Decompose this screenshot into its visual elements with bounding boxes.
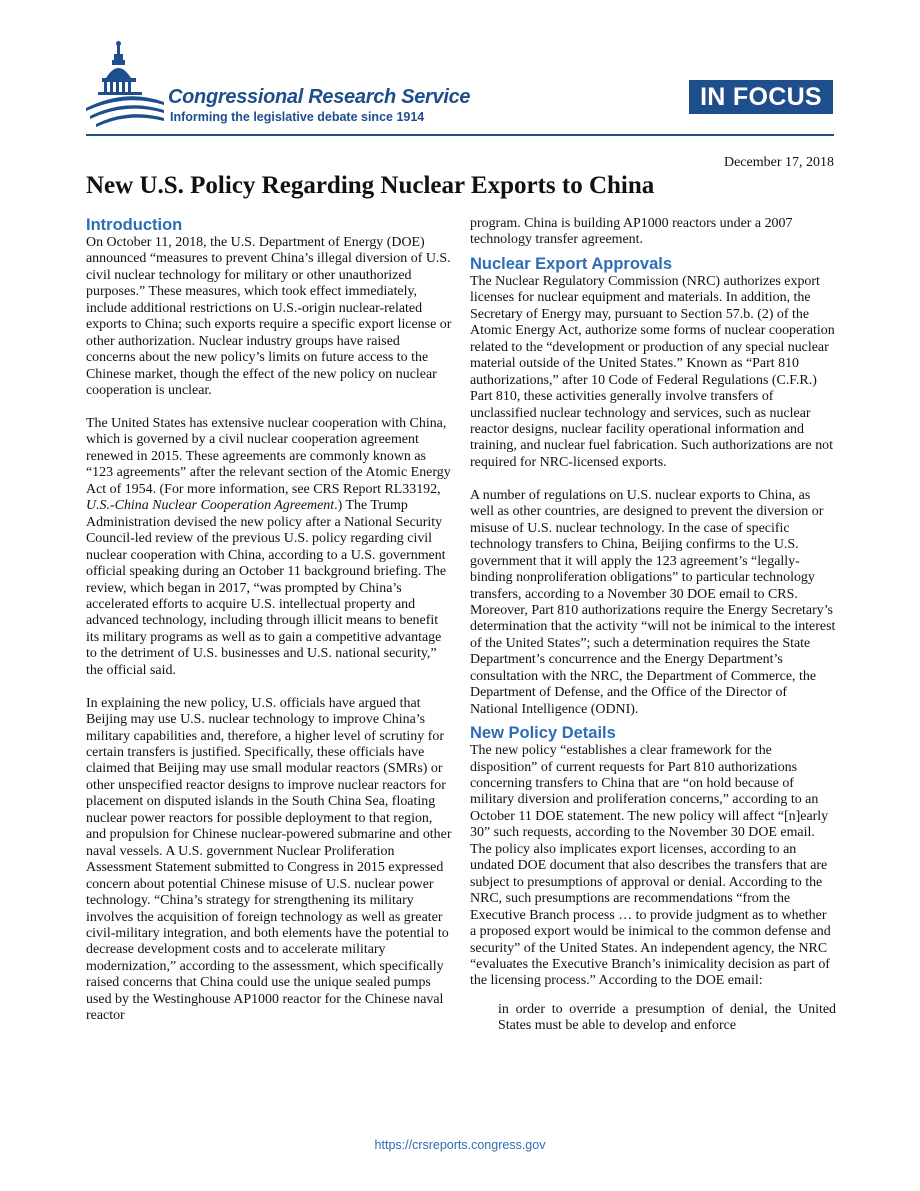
right-column <box>470 216 836 1035</box>
intro-paragraph-2-text-a: The United States has extensive nuclear cooperation with China, which is governed by a civil nuclear cooperation agreement renewed in 2015. These agreements are commonly known as “123 agreements” after the relevant section of the Atomic Energy Act of 1954. (For more information, see CRS Report RL33192, <box>86 415 451 497</box>
details-paragraph: The new policy “establishes a clear framework for the disposition” of current requests for Part 810 authorizations concerning transfers to China that are “on hold because of military diversion and proliferation concerns,” according to an October 11 DOE statement. The new policy will affect “[n]early 30” such requests, according to the November 30 DOE email. The policy also implicates export licenses, according to an undated DOE document that also describes the transfers that are subject to presumptions of approval or denial. According to the NRC, such presumptions are recommendations “from the Executive Branch process … to provide judgment as to whether a proposed export would be inimical to the common defense and security” of the United States. An independent agency, the NRC “evaluates the Executive Branch’s inimicality decision as part of the licensing process.” According to the DOE email: <box>470 743 831 989</box>
footer-url[interactable]: https://crsreports.congress.gov <box>374 1138 546 1152</box>
publication-date: December 17, 2018 <box>723 155 834 170</box>
intro-paragraph-2 <box>86 416 452 679</box>
left-column <box>86 216 452 1025</box>
intro-paragraph-1: On October 11, 2018, the U.S. Department of Energy (DOE) announced “measures to prevent China’s illegal diversion of U.S. civil nuclear technology for military or other unauthorized purposes.” These measures, which took effect immediately, include additional restrictions on U.S.-origin nuclear-related exports to China; such exports require a specific export license or other authorization. Nuclear industry groups have raised concerns about the new policy’s limits on future access to the Chinese market, though the effect of the new policy on nuclear cooperation is unclear. <box>86 235 452 399</box>
header-divider <box>86 134 834 136</box>
approvals-paragraph-2: A number of regulations on U.S. nuclear exports to China, as well as other countries, are designed to prevent the diversion or misuse of U.S. nuclear technology. In the case of specific technology transfers to China, Beijing confirms to the U.S. government that it will apply the 123 agreement’s “legally-binding nonproliferation obligations” to particular technology transfers, according to a November 30 DOE email to CRS. Moreover, Part 810 authorizations require the Energy Secretary’s determination that the activity “will not be inimical to the interest of the United States”; such a determination requires the State Department’s concurrence and the Energy Department’s consultation with the NRC, the Department of Commerce, the Department of Defense, and the Office of the Director of National Intelligence (ODNI). <box>470 487 836 717</box>
org-tagline: Informing the legislative debate since 1914 <box>170 110 425 124</box>
introduction-heading: Introduction <box>86 216 183 234</box>
nuclear-export-approvals-heading: Nuclear Export Approvals <box>470 254 673 273</box>
org-name: Congressional Research Service <box>168 86 471 108</box>
new-policy-details-heading: New Policy Details <box>470 724 616 743</box>
crs-report-title: U.S.-China Nuclear Cooperation Agreement <box>86 498 335 514</box>
approvals-paragraph-1: The Nuclear Regulatory Commission (NRC) authorizes export licenses for nuclear equipment and materials. In addition, the Secretary of Energy may, pursuant to Section 57.b. (2) of the Atomic Energy Act, authorize some forms of nuclear cooperation related to the “development or production of any special nuclear material outside of the United States.” Known as “Part 810 authorizations,” after 10 Code of Federal Regulations (C.F.R.) Part 810, these activities generally involve transfers of unclassified nuclear technology and services, such as nuclear reactor designs, nuclear facility operational information and training, and nuclear fuel fabrication. Such authorizations are not required for NRC-licensed exports. <box>470 273 835 470</box>
capitol-dome-icon <box>86 40 176 130</box>
continued-paragraph: program. China is building AP1000 reactors under a 2007 technology transfer agreement. <box>470 216 793 248</box>
page-title: New U.S. Policy Regarding Nuclear Exports to China <box>86 172 655 199</box>
block-quote: in order to override a presumption of denial, the United States must be able to develop and enforce <box>498 1001 836 1034</box>
intro-paragraph-3: In explaining the new policy, U.S. officials have argued that Beijing may use U.S. nuclear technology to improve China’s military capabilities and, therefore, a higher level of scrutiny for certain transfers is justified. Specifically, these officials have claimed that Beijing may use small modular reactors (SMRs) or other unspecified reactor designs to improve nuclear reactors for placement on disputed islands in the South China Sea, floating nuclear power reactors for possible deployment to that region, and propulsion for Chinese nuclear-powered submarine and other naval vessels. A U.S. government Nuclear Proliferation Assessment Statement submitted to Congress in 2015 expressed concern about potential Chinese misuse of U.S. nuclear power technology. “China’s strategy for strengthening its military involves the acquisition of foreign technology as well as greater civil-military integration, and both elements have the potential to decrease development costs and to accelerate military modernization,” according to the assessment, which specifically raised concerns that China could use the unique sealed pumps used by the Westinghouse AP1000 reactor for the Chinese naval reactor <box>86 695 452 1024</box>
intro-paragraph-2-text-b: .) The Trump Administration devised the new policy after a National Security Council-led review of the previous U.S. policy regarding civil nuclear cooperation with China, according to a U.S. government official speaking during an October 11 background briefing. The review, which began in 2017, “was prompted by China’s accelerated efforts to acquire U.S. intellectual property and advanced technology, including through illicit means to benefit its military programs as well as to gain a competitive advantage to the detriment of U.S. businesses and U.S. national security,” the official said. <box>86 498 447 678</box>
in-focus-badge: IN FOCUS <box>689 80 833 114</box>
